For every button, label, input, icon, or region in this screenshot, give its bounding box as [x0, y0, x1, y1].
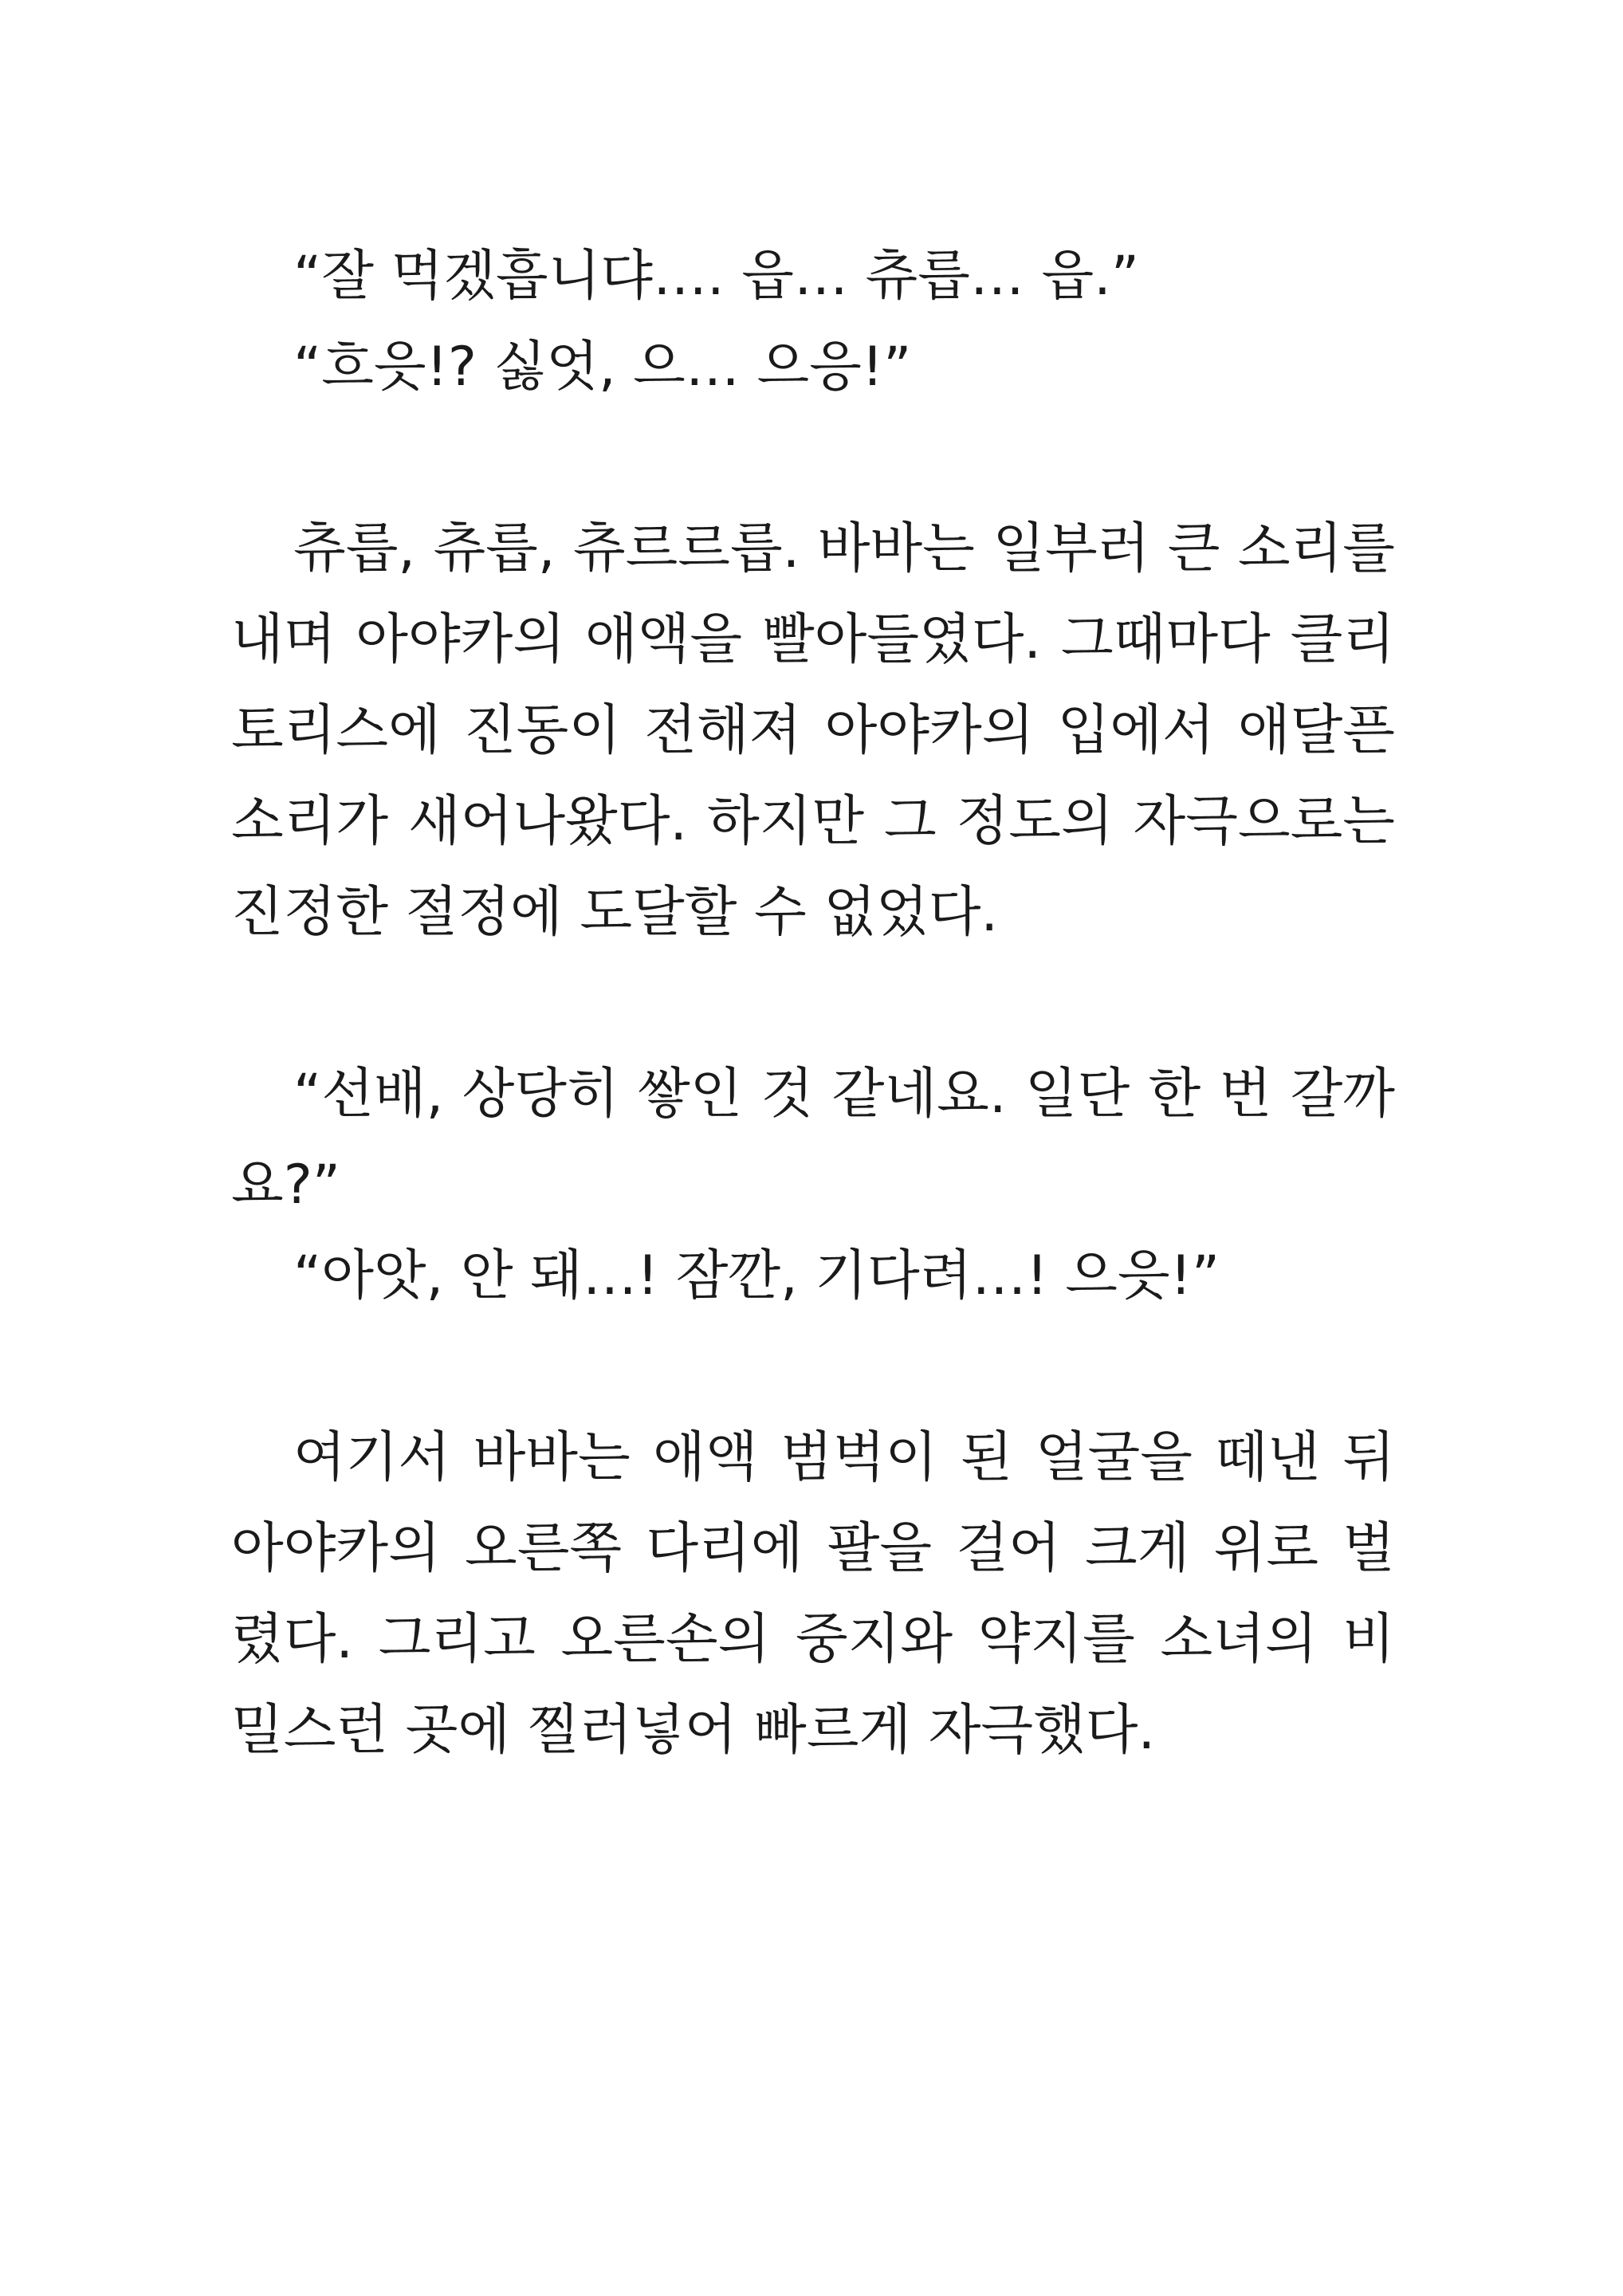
- dialogue-line: “흐읏!? 싫엇, 으… 으응!”: [293, 336, 912, 399]
- paragraph-gap: [231, 958, 1395, 1049]
- narration-paragraph: 여기서 바바는 애액 범벅이 된 얼굴을 떼낸 뒤 아야카의 오른쪽 다리에 팔을 걸어 크게 위로 벌렸다. 그리고 오른손의 중지와 약지를 소녀의 비밀스런 곳에 찔러넣어 빠르게 자극했다.: [231, 1426, 1395, 1762]
- body-text: [231, 231, 1395, 1776]
- paragraph-gap: [231, 1322, 1395, 1413]
- dialogue-line: “선배, 상당히 쌓인 것 같네요. 일단 한 번 갈까요?”: [231, 1063, 1395, 1217]
- dialogue-line: “잘 먹겠흡니댜…. 읍… 츄릅… 읍.”: [293, 245, 1140, 308]
- narration-paragraph: 츄릅, 츄릅, 츄르르릅. 바바는 일부러 큰 소리를 내며 아야카의 애액을 빨아들였다. 그때마다 클리토리스에 진동이 전해져 아야카의 입에서 애달픈 소리가 새어나왔다. 하지만 그 정도의 자극으로는 진정한 절정에 도달할 수 없었다.: [231, 517, 1395, 944]
- paragraph-gap: [231, 413, 1395, 504]
- dialogue-line: “아앗, 안 돼…! 잠깐, 기다려…! 으읏!”: [293, 1244, 1220, 1307]
